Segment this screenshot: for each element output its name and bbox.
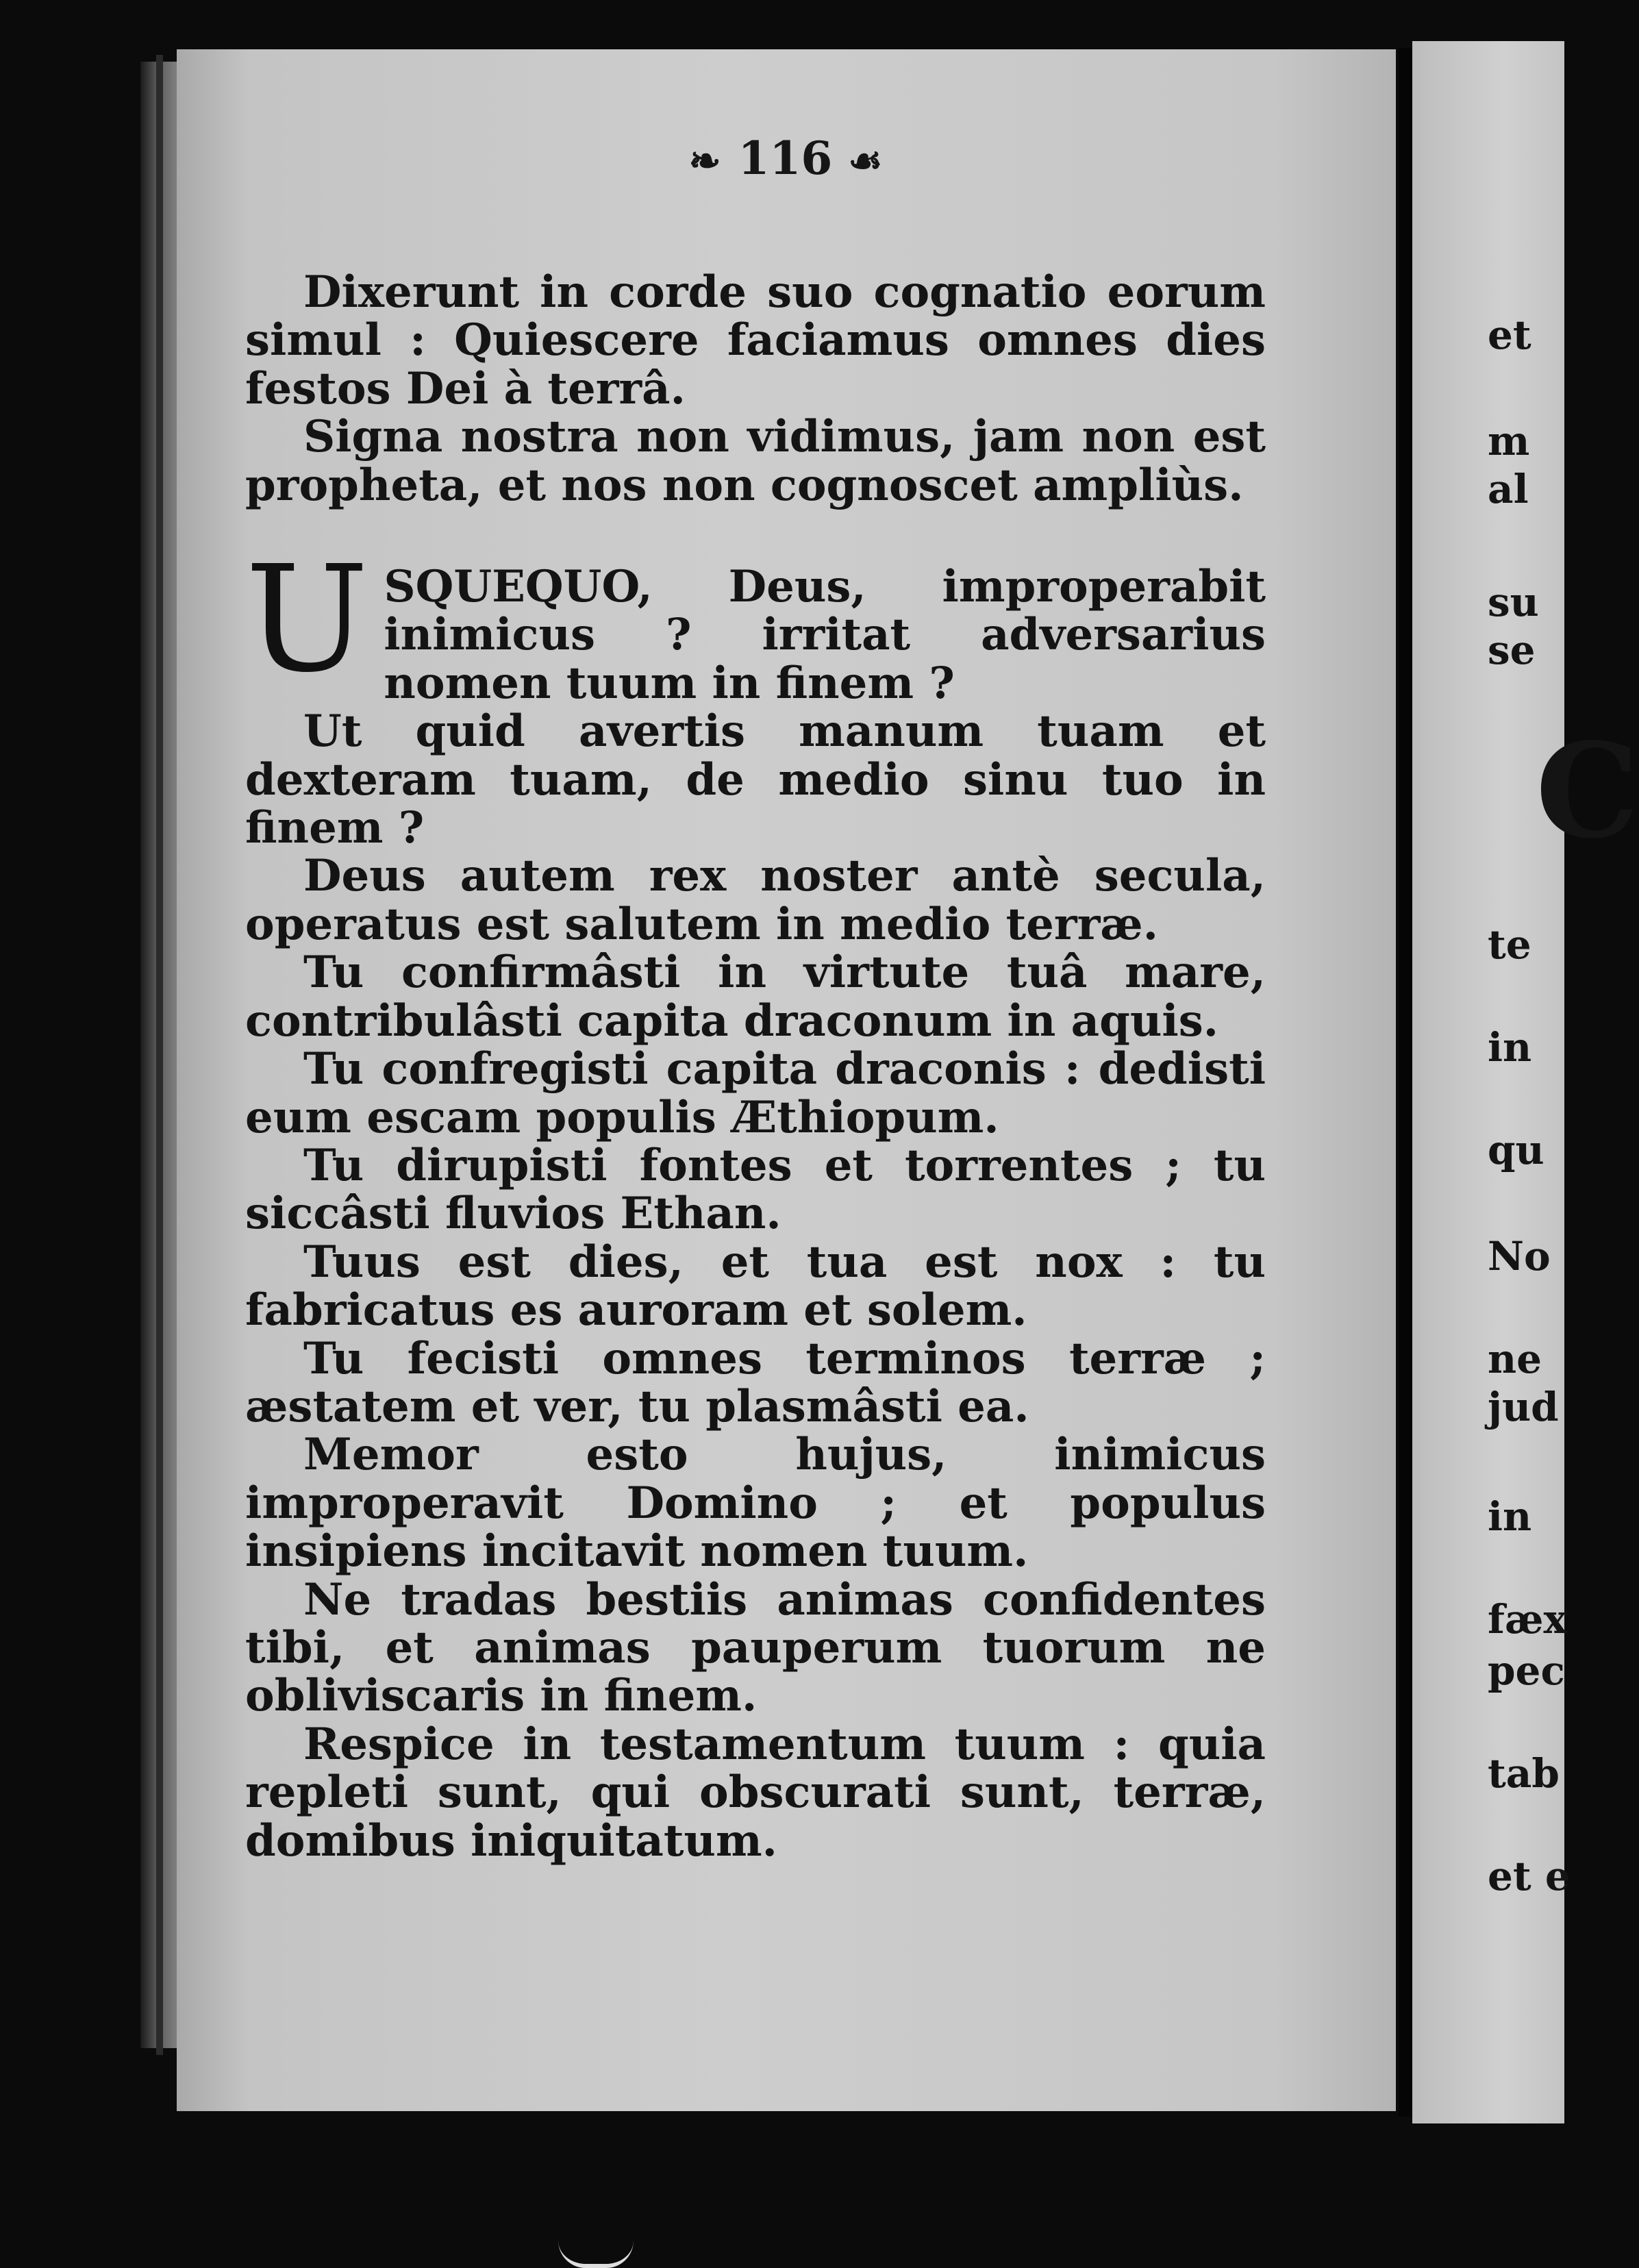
adjacent-fragment: in (1488, 1493, 1532, 1540)
adjacent-fragment: te (1488, 921, 1531, 968)
ornament-left-icon: ❧ (688, 138, 723, 184)
verse: Tu fecisti omnes terminos terræ ; æstatem et ver, tu plasmâsti ea. (245, 1332, 1266, 1432)
paragraph: Signa nostra non vidimus, jam non est propheta, et nos non cognoscet ampliùs. (245, 411, 1266, 511)
adjacent-fragment: in (1488, 1024, 1532, 1071)
adjacent-fragment: su (1488, 579, 1539, 625)
verse: Memor esto hujus, inimicus improperavit Domino ; et populus insipiens incitavit nomen tuum. (245, 1429, 1266, 1578)
adjacent-fragment: tab (1488, 1750, 1560, 1797)
adjacent-page (1412, 41, 1639, 2123)
verse: Respice in testamentum tuum : quia repleti sunt, qui obscurati sunt, terræ, domibus iniquitatum. (245, 1718, 1266, 1867)
adjacent-fragment: No (1488, 1233, 1551, 1280)
verse: Tu confregisti capita draconis : dedisti eum escam populis Æthiopum. (245, 1043, 1266, 1143)
adjacent-fragment: se (1488, 627, 1536, 673)
verse: Tuus est dies, et tua est nox : tu fabricatus es auroram et solem. (245, 1236, 1266, 1336)
scan-mark (558, 2236, 634, 2268)
verse: Tu confirmâsti in virtute tuâ mare, contribulâsti capita draconum in aquis. (245, 947, 1266, 1047)
adjacent-fragment: pec (1488, 1647, 1565, 1694)
adjacent-fragment: qu (1488, 1127, 1544, 1173)
incipit-paragraph (245, 534, 1266, 709)
verse: Tu dirupisti fontes et torrentes ; tu siccâsti fluvios Ethan. (245, 1139, 1266, 1240)
adjacent-fragment: jud (1488, 1384, 1559, 1430)
adjacent-fragment: al (1488, 466, 1529, 512)
adjacent-fragment: fæx (1488, 1596, 1568, 1643)
page-number: 116 (738, 132, 833, 185)
verse: Ne tradas bestiis animas confidentes tibi, et animas pauperum tuorum ne obliviscaris in finem. (245, 1573, 1266, 1722)
page-divider (1399, 48, 1412, 2117)
adjacent-fragment: ne (1488, 1336, 1542, 1382)
drop-cap: U (245, 534, 369, 706)
ornament-right-icon: ☙ (848, 138, 884, 184)
incipit-text: SQUEQUO, Deus, improperabit inimicus ? irritat adversarius nomen tuum in finem ? (384, 561, 1266, 709)
page-gutter-line (156, 55, 163, 2055)
page-header (177, 132, 1396, 185)
adjacent-fragment: m (1488, 418, 1530, 464)
paragraph: Dixerunt in corde suo cognatio eorum simul : Quiescere faciamus omnes dies festos Dei à terrâ. (245, 266, 1266, 414)
verse: Deus autem rex noster antè secula, operatus est salutem in medio terræ. (245, 850, 1266, 950)
page-text (245, 266, 1266, 1867)
adjacent-fragment: et e (1488, 1853, 1571, 1899)
adjacent-drop-cap: C (1536, 714, 1639, 867)
book-page (177, 49, 1396, 2111)
verse: Ut quid avertis manum tuam et dexteram tuam, de medio sinu tuo in finem ? (245, 706, 1266, 854)
adjacent-fragment: et (1488, 312, 1531, 358)
